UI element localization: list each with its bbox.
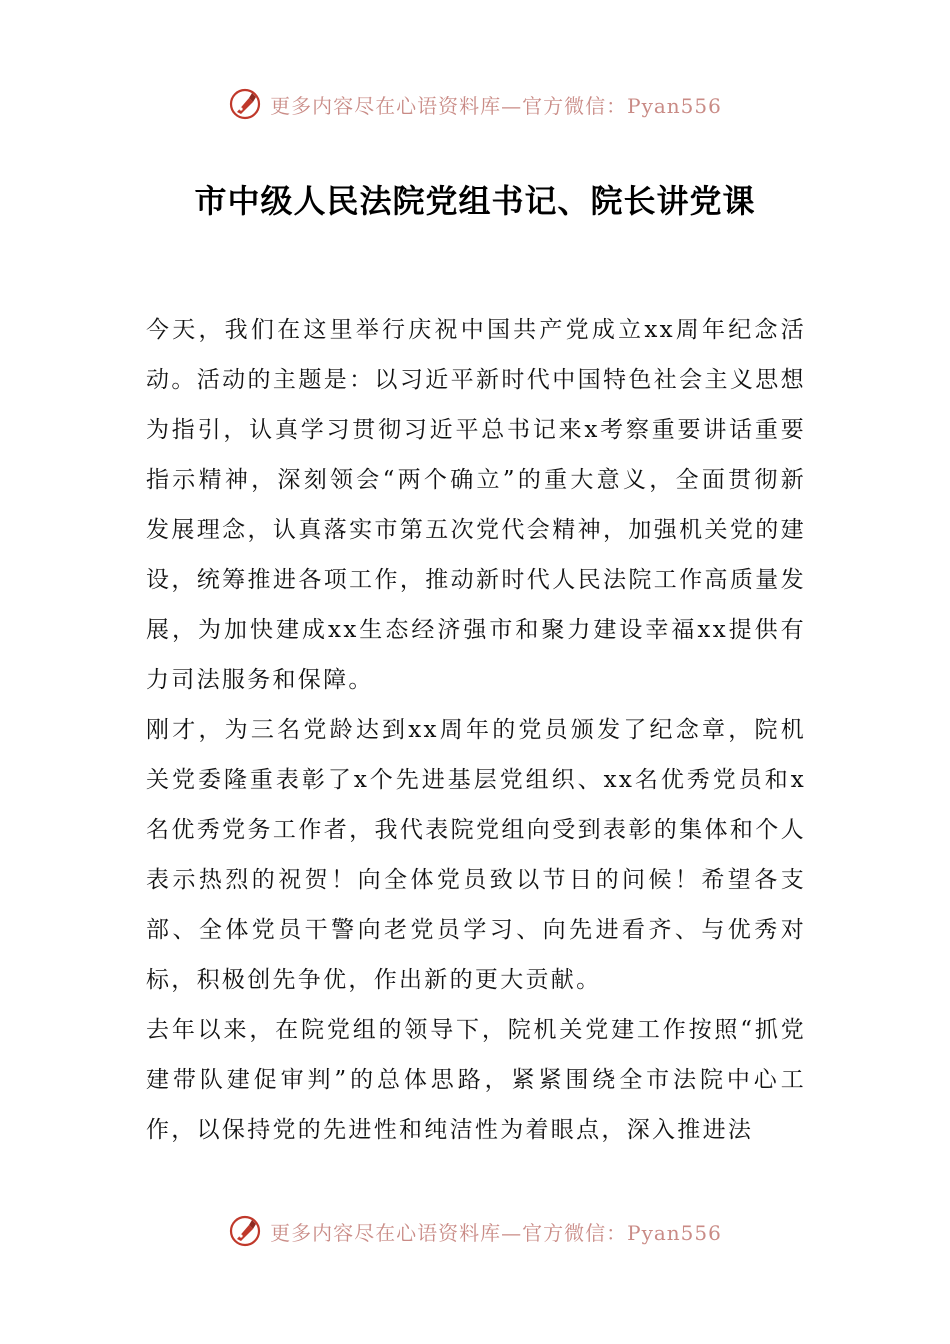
header-banner	[0, 84, 950, 124]
header-banner-text: 更多内容尽在心语资料库—官方微信：Pyan556	[270, 93, 722, 118]
paragraph: 去年以来，在院党组的领导下，院机关党建工作按照“抓党建带队建促审判”的总体思路，紧紧围绕全市法院中心工作，以保持党的先进性和纯洁性为着眼点，深入推进法	[146, 1017, 806, 1143]
footer-banner	[0, 1211, 950, 1251]
footer-banner-text: 更多内容尽在心语资料库—官方微信：Pyan556	[270, 1220, 722, 1245]
paragraph: 今天，我们在这里举行庆祝中国共产党成立xx周年纪念活动。活动的主题是：以习近平新时代中国特色社会主义思想为指引，认真学习贯彻习近平总书记来x考察重要讲话重要指示精神，深刻领会“两个确立”的重大意义，全面贯彻新发展理念，认真落实市第五次党代会精神，加强机关党的建设，统筹推进各项工作，推动新时代人民法院工作高质量发展，为加快建成xx生态经济强市和聚力建设幸福xx提供有力司法服务和保障。	[146, 317, 806, 693]
pen-nib-logo-icon	[228, 1214, 262, 1248]
pen-nib-logo-icon	[228, 87, 262, 121]
document-title: 市中级人民法院党组书记、院长讲党课	[194, 182, 756, 220]
paragraph: 刚才，为三名党龄达到xx周年的党员颁发了纪念章，院机关党委隆重表彰了x个先进基层党组织、xx名优秀党员和x名优秀党务工作者，我代表院党组向受到表彰的集体和个人表示热烈的祝贺！向全体党员致以节日的问候！希望各支部、全体党员干警向老党员学习、向先进看齐、与优秀对标，积极创先争优，作出新的更大贡献。	[146, 717, 806, 993]
document-body	[146, 305, 806, 1155]
